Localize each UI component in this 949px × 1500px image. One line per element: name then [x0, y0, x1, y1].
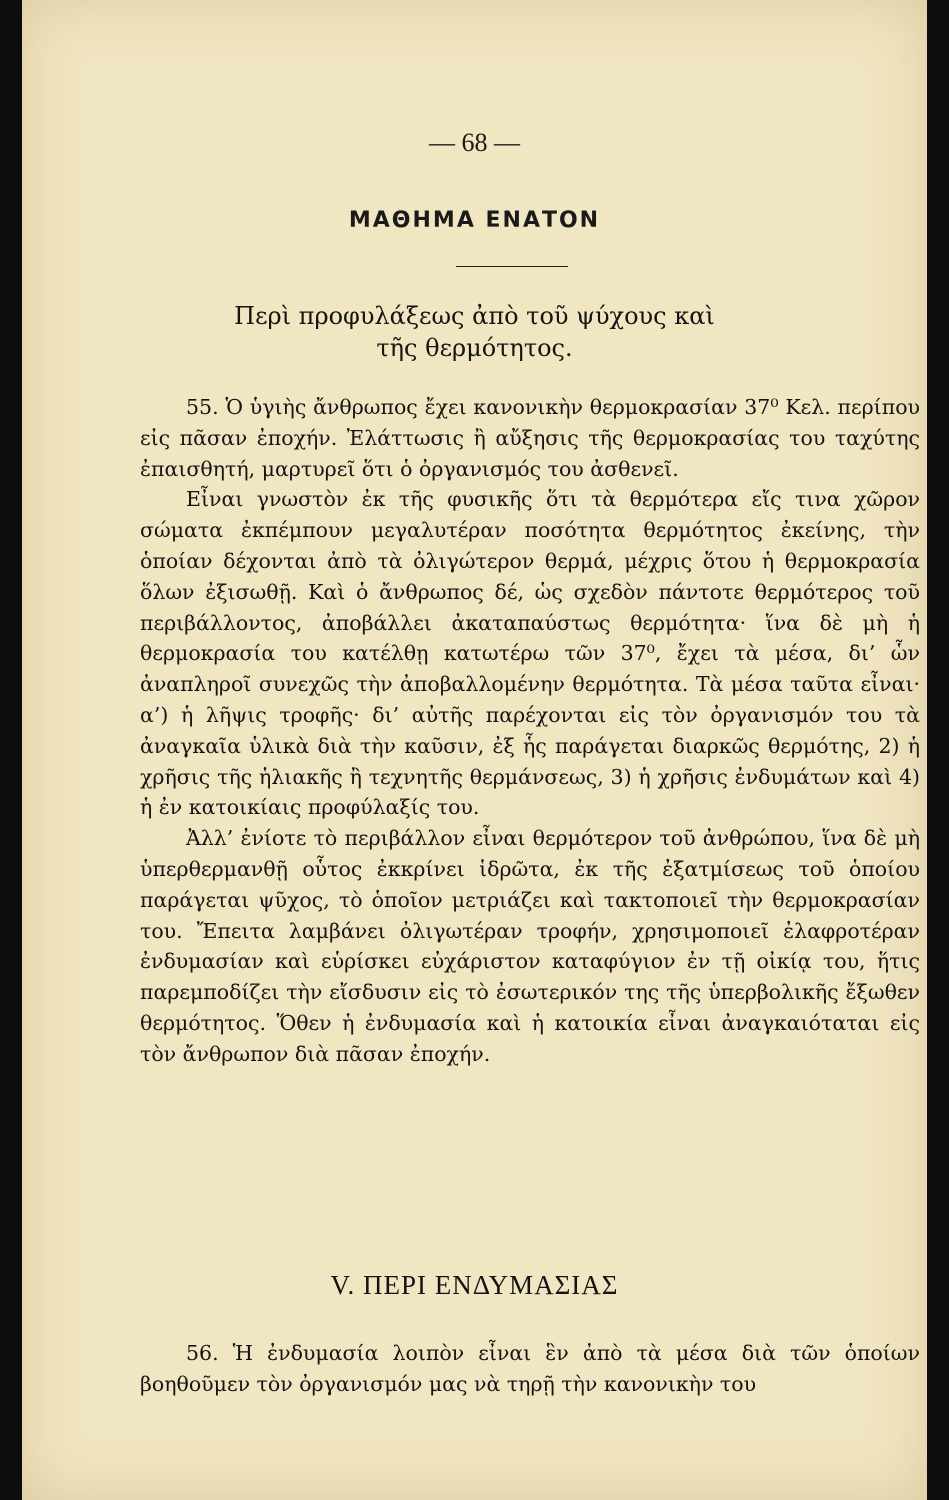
- paragraph-56: 56. Ἡ ἐνδυμασία λοιπὸν εἶναι ἓν ἀπὸ τὰ μέσα διὰ τῶν ὁποίων βοηθοῦμεν τὸν ὀργανισμόν μας νὰ τηρῇ τὴν κανονικὴν του: [140, 1341, 920, 1396]
- paragraph-55-body: Εἶναι γνωστὸν ἐκ τῆς φυσικῆς ὅτι τὰ θερμότερα εἴς τινα χῶρον σώματα ἐκπέμπουν μεγαλυτέραν ποσότητα θερμότητος ἐκείνης, τὴν ὁποίαν δέχονται ἀπὸ τὰ ὀλιγώτερον θερμά, μέχρις ὅτου ἡ θερμοκρασία ὅλων ἐξισωθῇ. Καὶ ὁ ἄνθρωπος δέ, ὡς σχεδὸν πάντοτε θερμότερος τοῦ περιβάλλοντος, ἀποβάλλει ἀκαταπαύστως θερμότητα· ἵνα δὲ μὴ ἡ θερμοκρασία του κατέλθῃ κατωτέρω τῶν 37⁰, ἔχει τὰ μέσα, δι’ ὧν ἀναπληροῖ συνεχῶς τὴν ἀποβαλλομένην θερμότητα. Τὰ μέσα ταῦτα εἶναι· α’) ἡ λῆψις τροφῆς· δι’ αὐτῆς παρέχονται εἰς τὸν ὀργανισμόν του τὰ ἀναγκαῖα ὑλικὰ διὰ τὴν καῦσιν, ἐξ ἧς παράγεται διαρκῶς θερμότης, 2) ἡ χρῆσις τῆς ἡλιακῆς ἢ τεχνητῆς θερμάνσεως, 3) ἡ χρῆσις ἐνδυμάτων καὶ 4) ἡ ἐν κατοικίαις προφύλαξίς του.: [140, 487, 920, 820]
- lesson-title-line-1: Περὶ προφυλάξεως ἀπὸ τοῦ ψύχους καὶ: [234, 302, 715, 330]
- body-text-upper: [140, 392, 920, 1070]
- lesson-title: [22, 300, 927, 364]
- chapter-heading: ΜΑΘΗΜΑ ΕΝΑΤΟΝ: [348, 208, 601, 233]
- book-page: [22, 0, 927, 1500]
- heading-divider: [456, 266, 568, 267]
- lesson-title-line-2: τῆς θερμότητος.: [376, 334, 573, 362]
- body-text-lower: [140, 1338, 920, 1400]
- paragraph-55-continued: Ἀλλ’ ἐνίοτε τὸ περιβάλλον εἶναι θερμότερον τοῦ ἀνθρώπου, ἵνα δὲ μὴ ὑπερθερμανθῇ οὗτος ἐκκρίνει ἱδρῶτα, ἐκ τῆς ἐξατμίσεως τοῦ ὁποίου παράγεται ψῦχος, τὸ ὁποῖον μετριάζει καὶ τακτοποιεῖ τὴν θερμοκρασίαν του. Ἔπειτα λαμβάνει ὀλιγωτέραν τροφήν, χρησιμοποιεῖ ἐλαφροτέραν ἐνδυμασίαν καὶ εὑρίσκει εὐχάριστον καταφύγιον ἐν τῇ οἰκίᾳ του, ἥτις παρεμποδίζει τὴν εἴσδυσιν εἰς τὸ ἐσωτερικόν της τῆς ὑπερβολικῆς ἔξωθεν θερμότητος. Ὅθεν ἡ ἐνδυμασία καὶ ἡ κατοικία εἶναι ἀναγκαιόταται εἰς τὸν ἄνθρωπον διὰ πᾶσαν ἐποχήν.: [140, 826, 920, 1066]
- paragraph-55: 55. Ὁ ὑγιὴς ἄνθρωπος ἔχει κανονικὴν θερμοκρασίαν 37⁰ Κελ. περίπου εἰς πᾶσαν ἐποχήν. Ἐλάττωσις ἢ αὔξησις τῆς θερμοκρασίας του ταχύτης ἐπαισθητή, μαρτυρεῖ ὅτι ὁ ὀργανισμός του ἀσθενεῖ.: [140, 395, 920, 481]
- section-heading: V. ΠΕΡΙ ΕΝΔΥΜΑΣΙΑΣ: [330, 1270, 619, 1300]
- page-number: — 68 —: [429, 128, 520, 157]
